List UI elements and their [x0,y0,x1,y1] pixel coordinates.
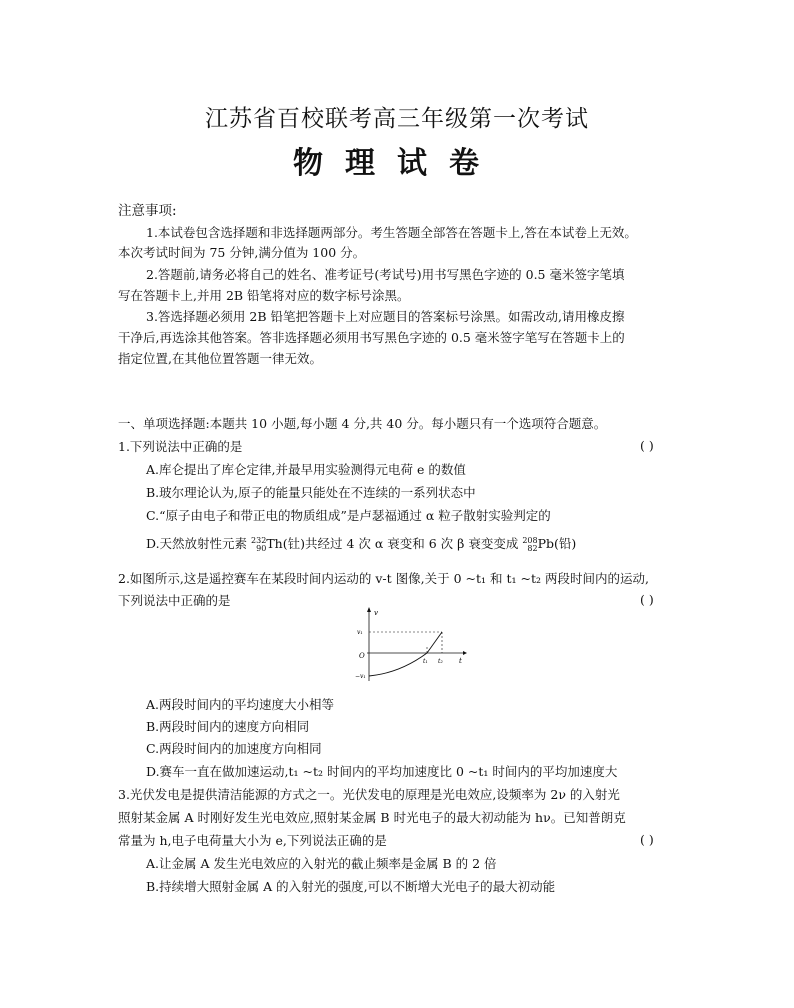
q3-option-a: A.让金属 A 发生光电效应的入射光的截止频率是金属 B 的 2 倍 [146,856,497,871]
subject-title: 物理试卷 [293,146,501,181]
q1-stem: 1.下列说法中正确的是 [118,439,243,454]
q2-stem-line2: 下列说法中正确的是 [118,593,231,608]
vt-graph [355,605,470,683]
thorium-nuclide: 232 90 [251,535,267,553]
q3-stem-line3: 常量为 h,电子电荷量大小为 e,下列说法正确的是 [118,833,387,848]
notice-line: 本次考试时间为 75 分钟,满分值为 100 分。 [118,245,366,260]
t2-label: t₂ [438,658,443,665]
neg-v1-label: −v₁ [355,673,366,680]
q3-stem-line1: 3.光伏发电是提供清洁能源的方式之一。光伏发电的原理是光电效应,设频率为 2ν 的入射光 [118,787,620,802]
q3-option-b: B.持续增大照射金属 A 的入射光的强度,可以不断增大光电子的最大初动能 [146,879,556,894]
exam-title: 江苏省百校联考高三年级第一次考试 [205,106,589,132]
answer-paren: ( ) [640,438,654,453]
v1-label: v₁ [357,629,363,636]
answer-paren: ( ) [640,592,654,607]
q1-option-b: B.玻尔理论认为,原子的能量只能处在不连续的一系列状态中 [146,485,476,500]
vt-line-segment [427,632,442,653]
v-axis-label: v [374,609,378,617]
q2-option-a: A.两段时间内的平均速度大小相等 [146,697,335,712]
notice-line: 写在答题卡上,并用 2B 铅笔将对应的数字标号涂黑。 [118,288,410,303]
vt-curve [369,653,427,676]
notice-line: 2.答题前,请务必将自己的姓名、准考证号(考试号)用书写黑色字迹的 0.5 毫米签字笔填 [146,267,625,282]
notice-line: 3.答选择题必须用 2B 铅笔把答题卡上对应题目的答案标号涂黑。如需改动,请用橡皮擦 [146,309,625,324]
q1-d-middle: Th(钍)共经过 4 次 α 衰变和 6 次 β 衰变变成 [266,536,519,551]
q1-option-c: C.“原子由电子和带正电的物质组成”是卢瑟福通过 α 粒子散射实验判定的 [146,508,551,523]
q1-option-a: A.库仑提出了库仑定律,并最早用实验测得元电荷 e 的数值 [146,462,466,477]
q2-option-d: D.赛车一直在做加速运动,t₁ ~t₂ 时间内的平均加速度比 0 ~t₁ 时间内的平均加速度大 [146,764,618,779]
q1-d-prefix: D.天然放射性元素 [146,536,248,551]
lead-nuclide: 208 82 [522,535,538,553]
t1-label: t₁ [423,658,428,665]
notice-line: 干净后,再选涂其他答案。答非选择题必须用书写黑色字迹的 0.5 毫米签字笔写在答题卡上的 [118,330,625,345]
q2-option-c: C.两段时间内的加速度方向相同 [146,741,322,756]
t-axis-label: t [459,657,462,665]
q2-stem-line1: 2.如图所示,这是遥控赛车在某段时间内运动的 v-t 图像,关于 0 ~t₁ 和 t₁ ~t₂ 两段时间内的运动, [118,571,649,586]
notice-heading: 注意事项: [118,203,177,219]
answer-paren: ( ) [640,832,654,847]
section-heading: 一、单项选择题:本题共 10 小题,每小题 4 分,共 40 分。每小题只有一个选项符合题意。 [118,416,607,431]
q2-option-b: B.两段时间内的速度方向相同 [146,719,310,734]
origin-label: O [359,652,365,660]
t-axis-arrow [463,651,467,655]
v-axis-arrow [367,607,371,612]
notice-line: 指定位置,在其他位置答题一律无效。 [118,351,322,366]
notice-line: 1.本试卷包含选择题和非选择题两部分。考生答题全部答在答题卡上,答在本试卷上无效。 [146,225,637,240]
q1-d-suffix: Pb(铅) [537,536,577,551]
q1-option-d [146,535,576,553]
q3-stem-line2: 照射某金属 A 时刚好发生光电效应,照射某金属 B 时光电子的最大初动能为 hν。已知普朗克 [118,810,626,825]
